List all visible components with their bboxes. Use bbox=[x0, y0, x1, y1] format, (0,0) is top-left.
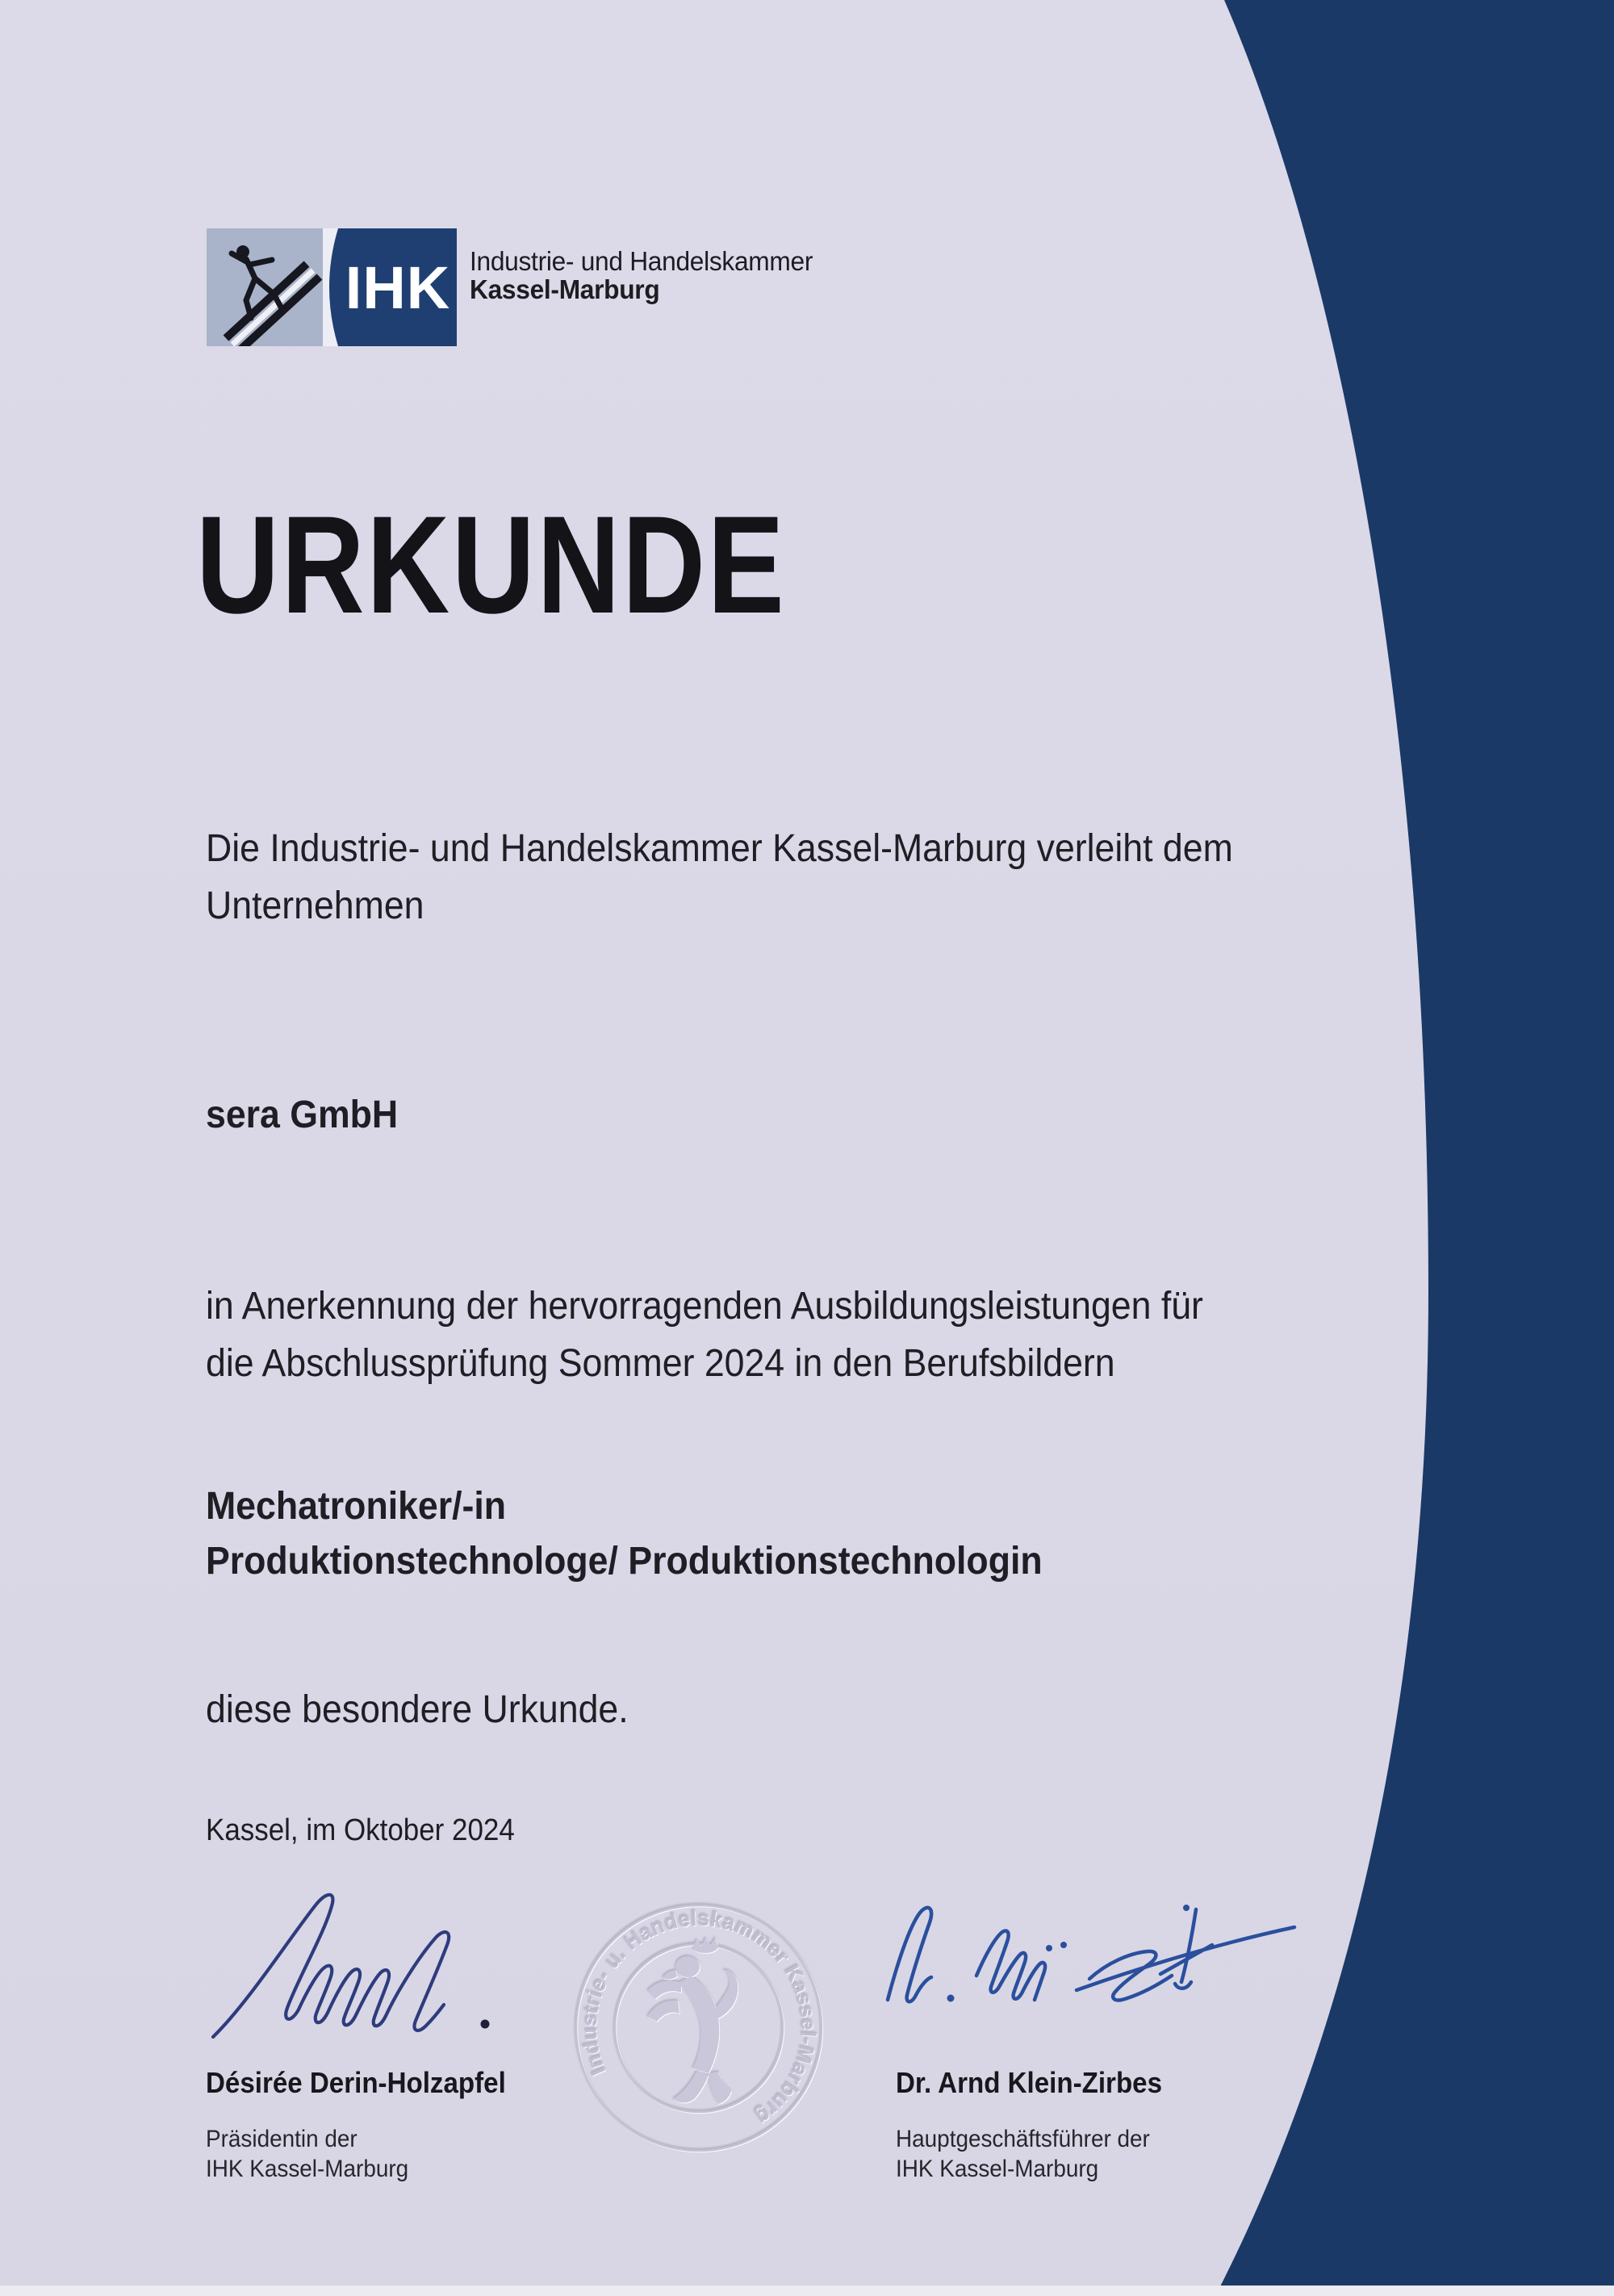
ihk-logo bbox=[207, 228, 457, 346]
logo-ihk-letters: IHK bbox=[345, 254, 451, 321]
company-name: sera GmbH bbox=[206, 1094, 399, 1136]
signatory-right-role bbox=[896, 2124, 1150, 2184]
seal-ring-text: Industrie- u. Handelskammer Kassel-Marburg bbox=[576, 1905, 822, 2131]
certificate-title: URKUNDE bbox=[196, 487, 787, 642]
logo-org-line1: Industrie- und Handelskammer bbox=[470, 246, 813, 276]
signatory-left-role bbox=[206, 2124, 408, 2184]
signature-period-dot bbox=[481, 2020, 490, 2029]
intro-paragraph bbox=[206, 820, 1233, 935]
logo-wordmark bbox=[470, 247, 813, 303]
profession-2: Produktionstechnologe/ Produktionstechnologin bbox=[206, 1540, 1043, 1583]
signatory-left-name: Désirée Derin-Holzapfel bbox=[206, 2066, 506, 2099]
signatory-left-role-line1: Präsidentin der bbox=[206, 2126, 358, 2152]
scan-edge bbox=[0, 2286, 1614, 2296]
profession-1: Mechatroniker/-in bbox=[206, 1485, 507, 1528]
signature-derin-holzapfel bbox=[203, 1882, 502, 2047]
hessian-lion-icon bbox=[647, 1938, 738, 2104]
signatory-right-role-line2: IHK Kassel-Marburg bbox=[896, 2156, 1099, 2182]
recognition-line-2: die Abschlussprüfung Sommer 2024 in den Berufsbildern bbox=[206, 1342, 1115, 1385]
intro-line-1: Die Industrie- und Handelskammer Kassel-Marburg verleiht dem bbox=[206, 827, 1233, 870]
intro-line-2: Unternehmen bbox=[206, 885, 424, 927]
signatory-right-role-line1: Hauptgeschäftsführer der bbox=[896, 2126, 1150, 2152]
recognition-paragraph bbox=[206, 1278, 1203, 1392]
closing-line: diese besondere Urkunde. bbox=[206, 1688, 629, 1731]
logo-org-line2: Kassel-Marburg bbox=[470, 274, 660, 304]
signatory-left-role-line2: IHK Kassel-Marburg bbox=[206, 2156, 409, 2182]
professions-list bbox=[206, 1479, 1043, 1589]
signatory-right-name: Dr. Arnd Klein-Zirbes bbox=[896, 2066, 1163, 2099]
embossed-seal bbox=[570, 1899, 828, 2157]
date-line: Kassel, im Oktober 2024 bbox=[206, 1813, 515, 1847]
signature-klein-zirbes bbox=[873, 1895, 1309, 2044]
recognition-line-1: in Anerkennung der hervorragenden Ausbildungsleistungen für bbox=[206, 1285, 1203, 1328]
